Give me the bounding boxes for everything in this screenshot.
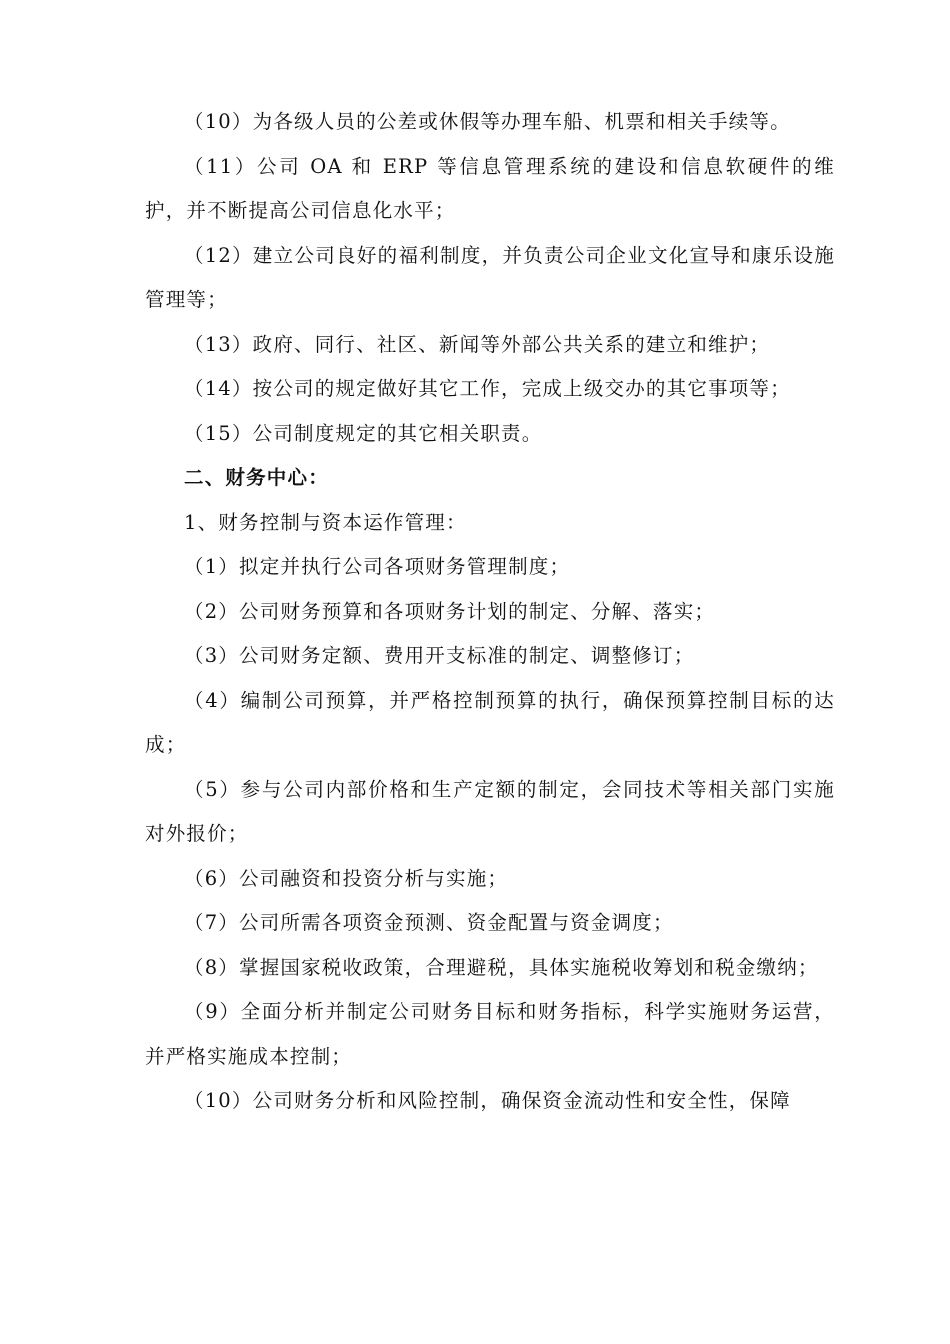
- paragraph-item-12-welfare: （12）建立公司良好的福利制度，并负责公司企业文化宣导和康乐设施管理等；: [145, 243, 835, 311]
- paragraph-item-5-pricing: （5）参与公司内部价格和生产定额的制定，会同技术等相关部门实施对外报价；: [145, 777, 835, 845]
- paragraph-item-13-public-relations: （13）政府、同行、社区、新闻等外部公共关系的建立和维护；: [184, 332, 771, 356]
- paragraph-item-11-information-systems: （11）公司 OA 和 ERP 等信息管理系统的建设和信息软硬件的维护，并不断提高公司信息化水平；: [145, 154, 835, 222]
- paragraph-item-6-financing: （6）公司融资和投资分析与实施；: [184, 866, 509, 890]
- paragraph-item-15-other-duties: （15）公司制度规定的其它相关职责。: [184, 421, 543, 445]
- paragraph-item-10-risk-control: （10）公司财务分析和风险控制，确保资金流动性和安全性，保障: [184, 1089, 791, 1112]
- paragraph-item-4-budget-control: （4）编制公司预算，并严格控制预算的执行，确保预算控制目标的达成；: [145, 688, 835, 756]
- paragraph-item-10-travel: （10）为各级人员的公差或休假等办理车船、机票和相关手续等。: [184, 110, 791, 133]
- paragraph-item-3-cost-standards: （3）公司财务定额、费用开支标准的制定、调整修订；: [184, 644, 695, 667]
- paragraph-item-8-tax: （8）掌握国家税收政策，合理避税，具体实施税收筹划和税金缴纳；: [184, 955, 819, 979]
- paragraph-item-9-financial-targets: （9）全面分析并制定公司财务目标和财务指标，科学实施财务运营，并严格实施成本控制；: [145, 1000, 835, 1068]
- document-body: [145, 100, 835, 1124]
- paragraph-item-2-budget-plans: （2）公司财务预算和各项财务计划的制定、分解、落实；: [184, 599, 716, 623]
- paragraph-item-1-financial-rules: （1）拟定并执行公司各项财务管理制度；: [184, 555, 571, 578]
- paragraph-item-14-other-work: （14）按公司的规定做好其它工作，完成上级交办的其它事项等；: [184, 377, 791, 400]
- subsection-heading-financial-control: 1、财务控制与资本运作管理：: [184, 510, 467, 534]
- section-heading-finance-center: 二、财务中心：: [184, 466, 329, 489]
- paragraph-item-7-funds: （7）公司所需各项资金预测、资金配置与资金调度；: [184, 911, 674, 934]
